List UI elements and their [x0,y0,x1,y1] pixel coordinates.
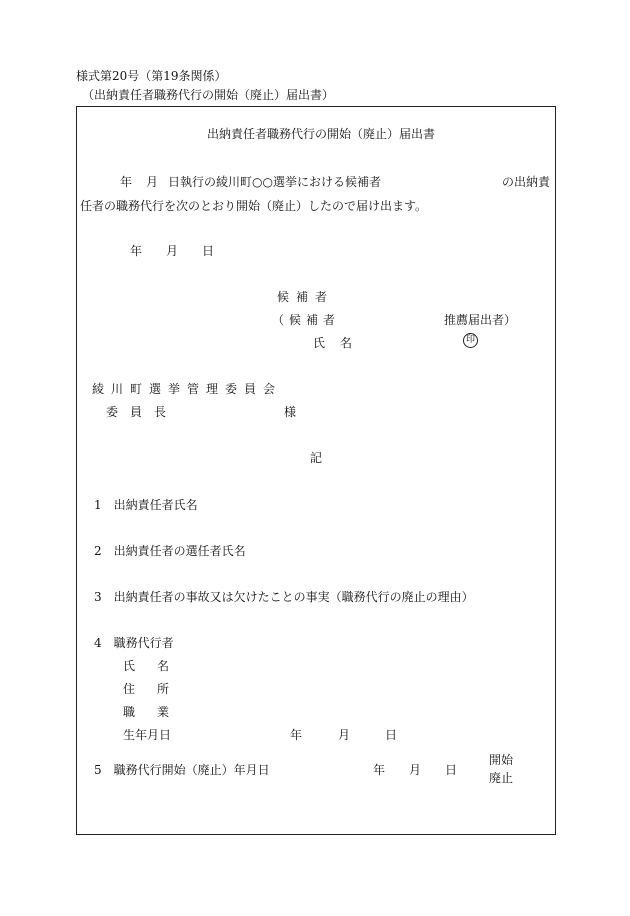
committee-name: 綾川町選挙管理委員会 [92,382,283,396]
date-day: 日 [202,244,215,258]
date-year: 年 [130,244,143,258]
deputy-occupation-label: 職業 [123,705,192,719]
document-title: 出納責任者職務代行の開始（廃止）届出書 [207,127,436,141]
ki-heading: 記 [310,451,323,465]
item-4: 4 職務代行者 [94,636,174,650]
birth-month: 月 [338,728,351,742]
statement-month: 月 [146,175,159,189]
birth-day: 日 [385,728,398,742]
deputy-address-label: 住所 [123,682,192,696]
item-3: 3 出納責任者の事故又は欠けたことの事実（職務代行の廃止の理由） [94,590,474,604]
item5-month: 月 [409,763,422,777]
candidate-label: 候補者 [277,290,335,304]
name-label: 氏名 [313,336,368,350]
birth-year: 年 [290,728,303,742]
chair-title: 委員長 [106,405,179,419]
seal-icon: 印 [463,333,478,348]
deputy-name-label: 氏名 [123,659,192,673]
form-frame [76,106,556,835]
form-number: 様式第20号（第19条関係） [76,69,227,83]
date-month: 月 [166,244,179,258]
statement-day-text: 日執行の綾川町○○選挙における候補者 [168,175,381,189]
statement-tail: の出納責 [502,175,551,189]
statement-line2: 任者の職務代行を次のとおり開始（廃止）したので届け出ます。 [80,199,428,213]
item-1: 1 出納責任者氏名 [94,498,198,512]
item5-year: 年 [373,763,386,777]
item-2: 2 出納責任者の選任者氏名 [94,544,246,558]
form-caption: （出納責任者職務代行の開始（廃止）届出書） [82,88,335,102]
statement-year: 年 [120,175,133,189]
recommender-label: 推薦届出者） [444,313,517,327]
candidate-paren-label: （候補者 [272,313,341,327]
deputy-birthdate-label: 生年月日 [123,728,172,742]
item5-day: 日 [445,763,458,777]
start-label: 開始 [489,753,514,767]
end-label: 廃止 [489,771,514,785]
honorific: 様 [284,405,297,419]
item-5: 5 職務代行開始（廃止）年月日 [94,763,270,777]
